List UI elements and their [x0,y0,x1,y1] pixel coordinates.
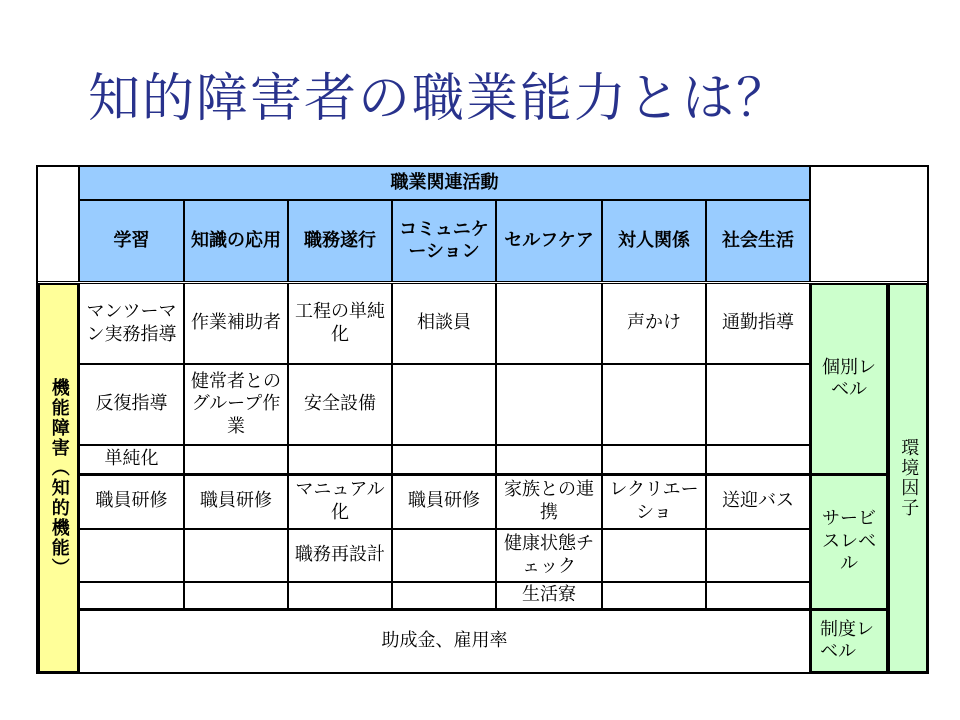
table-cell: 健常者とのグループ作業 [184,364,288,445]
table-cell [392,582,496,609]
column-header-social-life: 社会生活 [706,200,810,282]
table-cell [602,529,706,582]
row-header-impairment [38,283,79,673]
table-cell: 安全設備 [288,364,392,445]
table-cell [184,445,288,474]
column-header-learning: 学習 [79,200,184,282]
table-cell [706,529,810,582]
table-cell [706,364,810,445]
table-cell: 職員研修 [184,474,288,529]
table-cell [496,283,602,364]
table-cell [392,364,496,445]
table-cell [706,582,810,609]
table-cell [496,364,602,445]
slide-title: 知的障害者の職業能力とは？ [88,69,791,129]
column-header-self-care: セルフケア [496,200,602,282]
table-cell [392,529,496,582]
table-cell [602,582,706,609]
group-header: 職業関連活動 [79,166,810,200]
corner-top-right [810,166,928,282]
table-cell: 声かけ [602,283,706,364]
table-cell: マニュアル化 [288,474,392,529]
table-cell [392,445,496,474]
table-cell [288,582,392,609]
table-cell [288,445,392,474]
table-cell [184,529,288,582]
table-cell: 健康状態チェック [496,529,602,582]
table-cell: 送迎バス [706,474,810,529]
column-header-task-performance: 職務遂行 [288,200,392,282]
environment-factor-label: 環境因子 [898,438,920,518]
table-cell [496,445,602,474]
column-header-knowledge-application: 知識の応用 [184,200,288,282]
table-cell: 生活寮 [496,582,602,609]
table-cell [184,582,288,609]
column-header-interpersonal: 対人関係 [602,200,706,282]
table-cell: 反復指導 [79,364,184,445]
table-cell: マンツーマン実務指導 [79,283,184,364]
table-cell: レクリエーショ [602,474,706,529]
table-cell [602,445,706,474]
table-cell: 工程の単純化 [288,283,392,364]
system-level-cell: 助成金、雇用率 [79,609,810,673]
table-cell [79,529,184,582]
table-cell [79,582,184,609]
table-cell: 職員研修 [79,474,184,529]
level-divider [79,608,810,611]
level-service: サービスレベル [810,474,888,610]
table-cell: 家族との連携 [496,474,602,529]
table-cell [602,364,706,445]
table-cell: 単純化 [79,445,184,474]
level-system: 制度レベル [810,609,888,673]
environment-factor [888,283,928,673]
level-individual: 個別レベル [810,283,888,475]
table-cell: 通勤指導 [706,283,810,364]
table-cell: 職員研修 [392,474,496,529]
table-cell [706,445,810,474]
table-cell: 職務再設計 [288,529,392,582]
level-divider [79,473,810,476]
table-cell: 作業補助者 [184,283,288,364]
table-cell: 相談員 [392,283,496,364]
row-header-label: 機能障害（知的機能） [48,378,70,578]
corner-top-left [37,166,79,282]
column-header-communication: コミュニケーション [392,200,496,282]
